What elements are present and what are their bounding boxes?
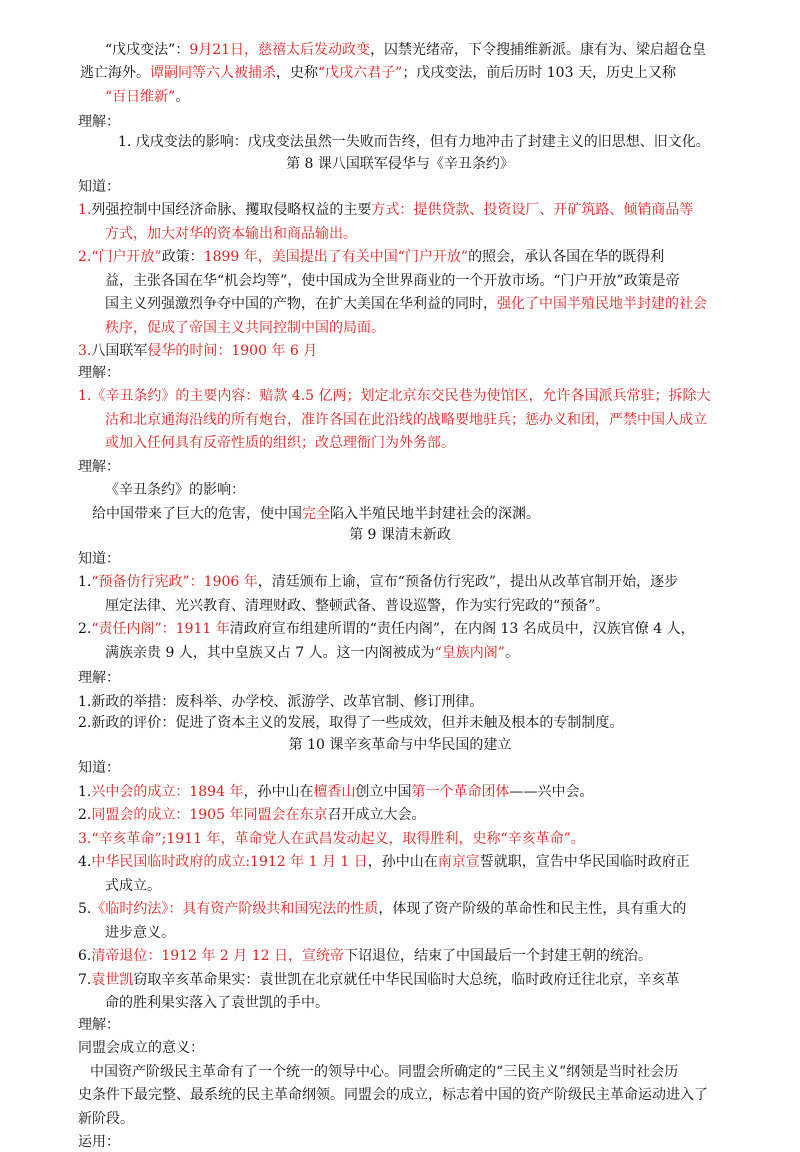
highlighted-text: 3. — [78, 831, 92, 847]
line-text: 知道： — [78, 551, 120, 567]
line-text: 窃取辛亥革命果实：袁世凯在北京就任中华民国临时大总统，临时政府迁往北京，辛亥革 — [133, 972, 680, 988]
text-line — [105, 271, 680, 291]
highlighted-text: “皇族内阁” — [434, 645, 505, 661]
line-text: 4. — [78, 854, 92, 870]
highlighted-text: 9月21日，慈禧太后发动政变 — [189, 42, 371, 58]
text-line — [105, 643, 519, 663]
line-text: ，体现了资产阶级的革命性和民主性，具有重大的 — [378, 901, 687, 917]
line-text: 。 — [175, 89, 190, 105]
highlighted-text: 谭嗣同等六人被捕杀 — [150, 65, 276, 81]
text-line — [105, 993, 329, 1013]
highlighted-text: 檀香山 — [313, 784, 356, 800]
text-line — [105, 923, 175, 943]
highlighted-text: 1899 年，美国提出了有关中国“门户开放” — [203, 249, 469, 265]
line-text: 理解： — [78, 459, 120, 475]
text-line — [78, 112, 120, 132]
line-text: 下诏退位，结束了中国最后一个封建王朝的统治。 — [343, 948, 652, 964]
text-line — [105, 596, 609, 616]
line-text: ，孙中山在 — [243, 784, 314, 800]
text-line — [0, 525, 800, 545]
highlighted-text: 《临时约法》：具有资产阶级共和国宪法的性质 — [91, 901, 379, 917]
text-line — [78, 970, 679, 990]
highlighted-text: 清帝退位：1912 年 2 月 12 日，宣统帝 — [91, 948, 344, 964]
line-text: 理解： — [78, 1017, 120, 1033]
text-line — [78, 758, 120, 778]
highlighted-text: 第一个革命团体 — [411, 784, 510, 800]
line-text: 国主义列强激烈争夺中国的产物，在扩大美国在华利益的同时， — [105, 296, 497, 312]
line-text: 陷入半殖民地半封建社会的深渊。 — [330, 506, 540, 522]
highlighted-text: “戊戌六君子” — [318, 65, 403, 81]
line-text: 给中国带来了巨大的危害，使中国 — [92, 506, 302, 522]
line-text: 列强控制中国经济命脉、攫取侵略权益的主要 — [91, 202, 372, 218]
text-line — [78, 946, 652, 966]
line-text: 1. — [78, 694, 92, 710]
text-line — [78, 805, 425, 825]
line-text: 召开成立大会。 — [327, 807, 426, 823]
line-text: 运用： — [78, 1134, 120, 1150]
text-line — [78, 386, 711, 406]
text-line — [78, 713, 623, 733]
text-line — [118, 132, 710, 152]
text-line — [105, 318, 385, 338]
text-line — [78, 829, 585, 849]
highlighted-text: “门户开放” — [91, 249, 162, 265]
line-text: 史条件下最完整、最系统的民主革命纲领。同盟会的成立，标志着中国的资产阶级民主革命运动进入了 — [78, 1087, 708, 1103]
text-line — [78, 1132, 120, 1152]
highlighted-text: 同盟会的成立：1905 年同盟会在东京 — [91, 807, 328, 823]
text-line — [78, 549, 120, 569]
text-line — [0, 154, 800, 174]
line-text: 政策： — [161, 249, 204, 265]
text-line — [78, 177, 120, 197]
line-text: ；戊戌变法，前后历时 103 天，历史上又称 — [402, 65, 676, 81]
line-text: 6. — [78, 948, 92, 964]
line-text: ，史称 — [276, 65, 318, 81]
line-text: 命的胜利果实落入了袁世凯的手中。 — [105, 995, 329, 1011]
text-line — [78, 572, 678, 592]
line-text: 。 — [504, 645, 519, 661]
text-line — [90, 1062, 678, 1082]
text-line — [105, 433, 455, 453]
text-line — [78, 1109, 134, 1129]
highlighted-text: 南京宣 — [437, 854, 480, 870]
text-line — [105, 294, 707, 314]
line-text: ，囚禁光绪帝，下令搜捕维新派。康有为、梁启超仓皇 — [370, 42, 707, 58]
line-text: 理解： — [78, 365, 120, 381]
highlighted-text: 1. — [78, 388, 92, 404]
highlighted-text: “责任内阁”：1911 年 — [91, 621, 230, 637]
line-text: ，清廷颁布上谕，宣布“预备仿行宪政”，提出从改革官制开始，逐步 — [257, 574, 679, 590]
line-text: 进步意义。 — [105, 925, 175, 941]
text-line — [78, 619, 695, 639]
line-text: 第 9 课清末新政 — [349, 527, 451, 543]
highlighted-text: 侵华的时间：1900 年 6 月 — [147, 343, 318, 359]
text-line — [92, 504, 540, 524]
line-text: 新阶段。 — [78, 1111, 134, 1127]
text-line — [78, 668, 120, 688]
highlighted-text: 《辛丑条约》的主要内容：赔款 4.5 亿两；划定北京东交民巷为使馆区，允许各国派兵常驻；拆除大 — [91, 388, 711, 404]
line-text: 1. — [78, 784, 92, 800]
line-text: ，孙中山在 — [367, 854, 438, 870]
highlighted-text: 方式，加大对华的资本输出和商品输出。 — [105, 226, 357, 242]
text-line — [78, 200, 693, 220]
line-text: 《辛丑条约》的影响： — [105, 482, 245, 498]
line-text: 满族亲贵 9 人，其中皇族又占 7 人。这一内阁被成为 — [105, 645, 435, 661]
line-text: 1. 戊戌变法的影响：戊戌变法虽然一失败而告终，但有力地冲击了封建主义的旧思想、旧文化。 — [118, 134, 710, 150]
highlighted-text: 袁世凯 — [91, 972, 134, 988]
highlighted-text: 1. — [78, 202, 92, 218]
text-line — [78, 1085, 708, 1105]
highlighted-text: 2. — [78, 249, 92, 265]
line-text: 第 8 课八国联军侵华与《辛丑条约》 — [286, 156, 514, 172]
text-line — [105, 224, 357, 244]
line-text: 第 10 课辛亥革命与中华民国的建立 — [288, 737, 512, 753]
line-text: 厘定法律、光兴教育、清理财政、整顿武备、普设巡警，作为实行宪政的“预备”。 — [105, 598, 610, 614]
text-line — [78, 899, 686, 919]
text-line — [78, 341, 317, 361]
highlighted-text: 方式：提供贷款、投资设厂、开矿筑路、倾销商品等 — [371, 202, 694, 218]
line-text: 清政府宣布组建所谓的“责任内阁”，在内阁 13 名成员中，汉族官僚 4 人， — [229, 621, 695, 637]
text-line — [78, 1038, 204, 1058]
line-text: 2. — [78, 621, 92, 637]
text-line — [105, 480, 245, 500]
line-text: 2. — [78, 715, 92, 731]
highlighted-text: 或加入任何具有反帝性质的组织；改总理衙门为外务部。 — [105, 435, 455, 451]
text-line — [105, 40, 706, 60]
line-text: 逃亡海外。 — [80, 65, 150, 81]
text-line — [80, 63, 676, 83]
line-text: 中国资产阶级民主革命有了一个统一的领导中心。同盟会所确定的“三民主义”纲领是当时社会历 — [90, 1064, 679, 1080]
line-text: 知道： — [78, 179, 120, 195]
highlighted-text: “预备仿行宪政”：1906 年 — [91, 574, 258, 590]
text-line — [0, 735, 800, 755]
highlighted-text: “辛亥革命”;1911 年，革命党人在武昌发动起义，取得胜利，史称“辛亥革命”。 — [91, 831, 585, 847]
text-line — [78, 457, 120, 477]
text-line — [78, 363, 120, 383]
line-text: 同盟会成立的意义： — [78, 1040, 204, 1056]
text-line — [105, 876, 161, 896]
line-text: 知道： — [78, 760, 120, 776]
line-text: 2. — [78, 807, 92, 823]
text-line — [78, 1015, 120, 1035]
text-line — [78, 782, 593, 802]
line-text: 创立中国 — [355, 784, 412, 800]
text-line — [78, 692, 483, 712]
line-text: 7. — [78, 972, 92, 988]
line-text: 的照会，承认各国在华的既得利 — [468, 249, 665, 265]
highlighted-text: 沽和北京通海沿线的所有炮台，准许各国在此沿线的战略要地驻兵；惩办义和团，严禁中国人成立 — [105, 412, 707, 428]
highlighted-text: 兴中会的成立：1894 年 — [91, 784, 244, 800]
line-text: ——兴中会。 — [509, 784, 594, 800]
highlighted-text: 3. — [78, 343, 92, 359]
highlighted-text: 中华民国临时政府的成立:1912 年 1 月 1 日 — [91, 854, 368, 870]
line-text: 理解： — [78, 670, 120, 686]
line-text: 式成立。 — [105, 878, 161, 894]
line-text: 新政的举措：废科举、办学校、派游学、改革官制、修订刑律。 — [91, 694, 484, 710]
text-line — [105, 410, 707, 430]
line-text: 1. — [78, 574, 92, 590]
text-line — [78, 247, 664, 267]
line-text: 八国联军 — [91, 343, 148, 359]
line-text: 理解： — [78, 114, 120, 130]
text-line — [105, 87, 189, 107]
highlighted-text: 秩序，促成了帝国主义共同控制中国的局面。 — [105, 320, 385, 336]
text-line — [78, 852, 690, 872]
highlighted-text: 完全 — [302, 506, 330, 522]
highlighted-text: “百日维新” — [105, 89, 176, 105]
line-text: 益，主张各国在华“机会均等”，使中国成为全世界商业的一个开放市场。“门户开放”政策是帝 — [105, 273, 680, 289]
line-text: 新政的评价：促进了资本主义的发展，取得了一些成效，但并未触及根本的专制制度。 — [91, 715, 624, 731]
highlighted-text: 强化了中国半殖民地半封建的社会 — [497, 296, 707, 312]
line-text: 誓就职，宣告中华民国临时政府正 — [479, 854, 690, 870]
line-text: 5. — [78, 901, 92, 917]
line-text: “戊戌变法”： — [105, 42, 190, 58]
